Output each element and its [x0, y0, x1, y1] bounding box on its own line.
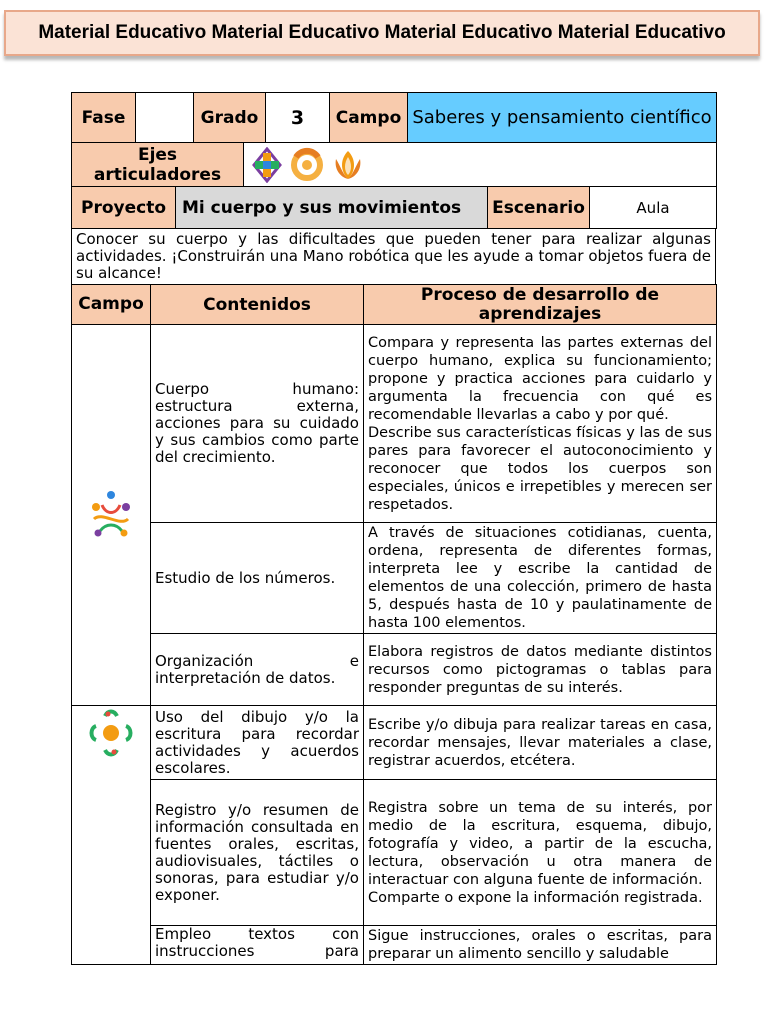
contenido-cell: Estudio de los números. — [151, 523, 364, 634]
ejes-icons — [244, 143, 717, 187]
proceso-cell — [364, 780, 717, 926]
objective-text: Conocer su cuerpo y las dificultades que pueden tener para realizar algunas actividades. ¡Construirán una Mano robótica que les ayude a tomar objetos fuera de su alcance! — [72, 229, 716, 285]
col-campo-header: Campo — [72, 285, 151, 325]
proceso-cell: Elabora registros de datos mediante distintos recursos como pictogramas o tablas para responder preguntas de su interés. — [364, 634, 717, 706]
fase-label: Fase — [72, 93, 136, 143]
col-contenidos-header: Contenidos — [151, 285, 364, 325]
table-row — [72, 325, 717, 523]
table-row — [72, 523, 717, 634]
ejes-label: Ejes articuladores — [72, 143, 244, 187]
escenario-value: Aula — [590, 187, 717, 229]
objective-table — [71, 228, 716, 285]
contenido-cell: Organización e interpretación de datos. — [151, 634, 364, 706]
banner — [4, 10, 760, 56]
grado-label: Grado — [194, 93, 266, 143]
diamond-cross-icon — [250, 147, 284, 183]
escenario-label: Escenario — [488, 187, 590, 229]
campo-value: Saberes y pensamiento científico — [408, 93, 717, 143]
proceso-paragraph: Describe sus características físicas y las de sus pares para favorecer el autoconocimiento y reconocer que todos los cuerpos son especiales, únicos e irrepetibles y merecen ser respetados. — [368, 424, 712, 513]
campo-cell-1 — [72, 325, 151, 706]
proceso-cell: Escribe y/o dibuja para realizar tareas en casa, recordar mensajes, llevar materiales a clase, registrar acuerdos, etcétera. — [364, 706, 717, 780]
table-row — [72, 634, 717, 706]
proceso-paragraph: Registra sobre un tema de su interés, por medio de la escritura, esquema, dibujo, fotografía y video, a partir de la escucha, lectura, observación u otra manera de interactuar con alguna fuente de información. — [368, 799, 712, 888]
proceso-paragraph: Comparte o expone la información registrada. — [368, 889, 703, 906]
pensamiento-cientifico-icon — [72, 485, 151, 545]
ring-icon — [290, 147, 324, 183]
table-row — [72, 706, 717, 780]
planning-sheet — [71, 92, 716, 965]
campo-cell-2 — [72, 706, 151, 965]
banner-text: Material Educativo Material Educativo Material Educativo Material Educativo — [38, 22, 726, 43]
proyecto-label: Proyecto — [72, 187, 176, 229]
fase-value — [136, 93, 194, 143]
header-table-1 — [71, 92, 717, 143]
header-table-2 — [71, 142, 717, 187]
contenido-cell: Empleo textos con instrucciones para — [151, 926, 364, 965]
proyecto-value: Mi cuerpo y sus movimientos — [176, 187, 488, 229]
proceso-cell: Sigue instrucciones, orales o escritas, para preparar un alimento sencillo y saludable — [364, 926, 717, 965]
contenido-cell: Uso del dibujo y/o la escritura para recordar actividades y acuerdos escolares. — [151, 706, 364, 780]
proceso-cell — [364, 325, 717, 523]
contenido-cell: Registro y/o resumen de información consultada en fuentes orales, escritas, audiovisuales, táctiles o sonoras, para estudiar y/o exponer. — [151, 780, 364, 926]
grado-value: 3 — [266, 93, 330, 143]
proceso-cell: A través de situaciones cotidianas, cuenta, ordena, representa de diferentes formas, interpreta lee y escribe la cantidad de elementos de una colección, primero de hasta 5, después hasta de 10 y paulatinamente de hasta 100 elementos. — [364, 523, 717, 634]
header-table-3 — [71, 186, 717, 229]
proceso-paragraph: Compara y representa las partes externas del cuerpo humano, explica su funcionamiento; propone y practica acciones para cuidarlo y argumenta la frecuencia con qué es recomendable llevarlas a cabo y por qué. — [368, 334, 712, 423]
table-row — [72, 780, 717, 926]
contenido-cell: Cuerpo humano: estructura externa, acciones para su cuidado y sus cambios como parte del crecimiento. — [151, 325, 364, 523]
lenguajes-icon — [72, 706, 151, 760]
col-proceso-header: Proceso de desarrollo de aprendizajes — [364, 285, 717, 325]
lotus-icon — [330, 147, 366, 183]
content-table — [71, 284, 717, 965]
campo-label: Campo — [330, 93, 408, 143]
table-row — [72, 926, 717, 965]
